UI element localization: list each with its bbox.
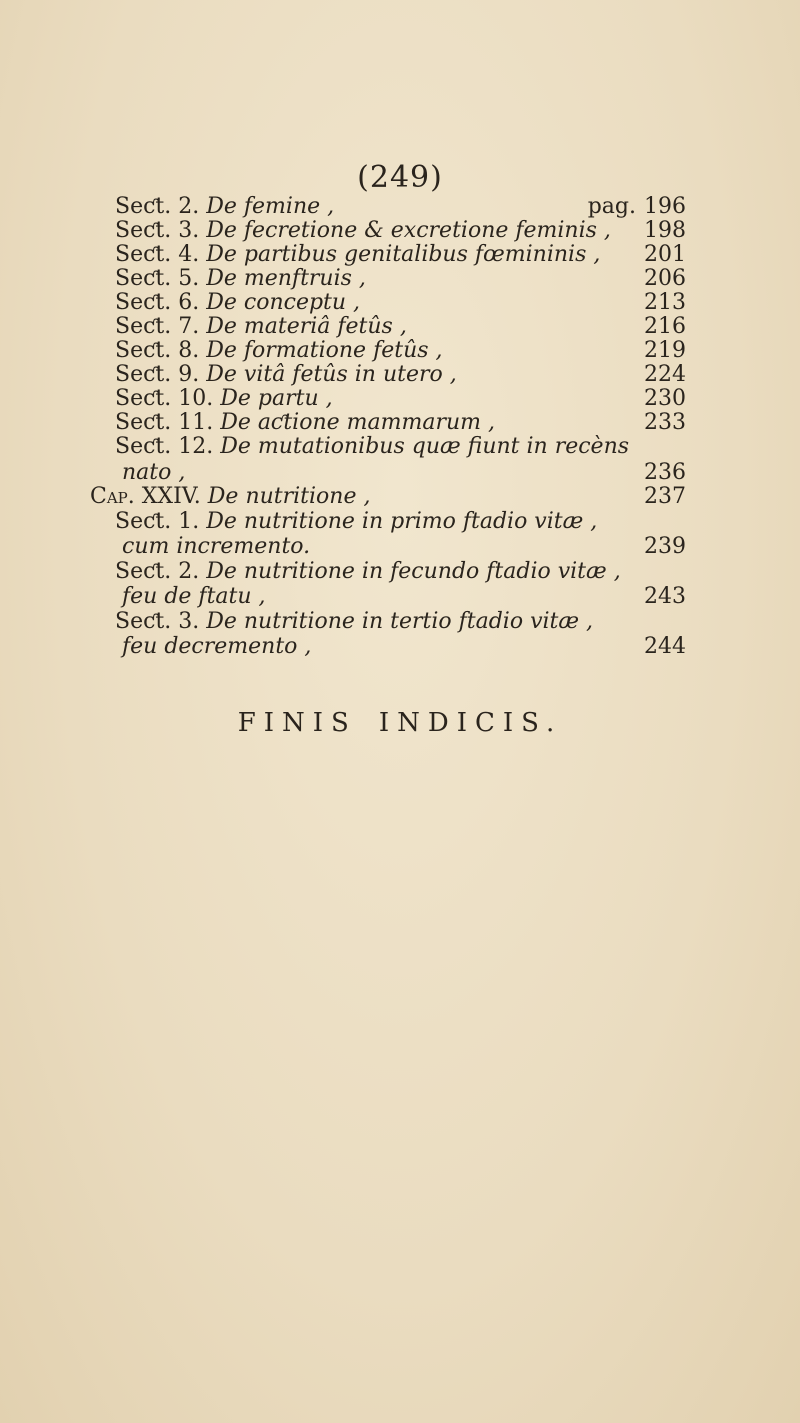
section-label: Seƈt. 4. bbox=[115, 242, 200, 267]
section-label: Seƈt. 12. bbox=[115, 434, 214, 459]
toc-entry bbox=[0, 218, 800, 244]
section-label: Seƈt. 2. bbox=[115, 194, 200, 219]
toc-entry bbox=[0, 194, 800, 220]
chapter-title: De nutritione , bbox=[207, 484, 371, 509]
page-ref: 201 bbox=[644, 242, 686, 267]
section-label: Seƈt. 1. bbox=[115, 509, 200, 534]
toc-entry bbox=[0, 314, 800, 340]
section-title: De partibus genitalibus fœmininis , bbox=[206, 242, 601, 267]
section-label: Seƈt. 2. bbox=[115, 559, 200, 584]
section-label: Seƈt. 7. bbox=[115, 314, 200, 339]
page-ref: 239 bbox=[644, 534, 686, 559]
section-label: Seƈt. 9. bbox=[115, 362, 200, 387]
page-ref: 236 bbox=[644, 460, 686, 485]
section-title: De formatione fetûs , bbox=[206, 338, 443, 363]
toc-entry bbox=[0, 362, 800, 388]
section-label: Seƈt. 10. bbox=[115, 386, 214, 411]
toc-entry-continuation bbox=[0, 634, 800, 660]
toc-entry bbox=[0, 434, 800, 460]
page-ref: 230 bbox=[644, 386, 686, 411]
section-title: De nutritione in fecundo ftadio vitæ , bbox=[206, 559, 621, 584]
toc-entry bbox=[0, 266, 800, 292]
section-title: De conceptu , bbox=[206, 290, 361, 315]
section-title: De fecretione & excretione feminis , bbox=[206, 218, 611, 243]
page-ref: 219 bbox=[644, 338, 686, 363]
toc-entry bbox=[0, 559, 800, 585]
toc-entry bbox=[0, 338, 800, 364]
toc-entry bbox=[0, 386, 800, 412]
section-title-continuation: feu decremento , bbox=[122, 634, 312, 659]
section-label: Seƈt. 5. bbox=[115, 266, 200, 291]
page-ref: 243 bbox=[644, 584, 686, 609]
section-label: Seƈt. 3. bbox=[115, 609, 200, 634]
toc-entry-continuation bbox=[0, 460, 800, 486]
section-label: Seƈt. 3. bbox=[115, 218, 200, 243]
finis-indicis bbox=[0, 708, 800, 738]
section-label: Seƈt. 8. bbox=[115, 338, 200, 363]
section-label: Seƈt. 6. bbox=[115, 290, 200, 315]
toc-entry bbox=[0, 290, 800, 316]
section-title: De aƈtione mammarum , bbox=[220, 410, 495, 435]
pag-label: pag. bbox=[587, 194, 636, 219]
toc-entry-continuation bbox=[0, 584, 800, 610]
page-ref: 206 bbox=[644, 266, 686, 291]
toc-entry bbox=[0, 410, 800, 436]
page-number: (249) bbox=[357, 160, 443, 195]
section-label: Seƈt. 11. bbox=[115, 410, 214, 435]
toc-entry bbox=[0, 242, 800, 268]
section-title: De femine , bbox=[206, 194, 335, 219]
indicis-word: INDICIS. bbox=[378, 708, 563, 738]
chapter-label: Cap. XXIV. bbox=[90, 484, 201, 509]
section-title: De nutritione in tertio ftadio vitæ , bbox=[206, 609, 594, 634]
toc-entry-continuation bbox=[0, 534, 800, 560]
section-title-continuation: feu de ftatu , bbox=[122, 584, 266, 609]
section-title: De menftruis , bbox=[206, 266, 366, 291]
section-title: De materiâ fetûs , bbox=[206, 314, 407, 339]
toc-entry bbox=[0, 509, 800, 535]
finis-word: FINIS bbox=[237, 708, 357, 738]
page-ref: 237 bbox=[644, 484, 686, 509]
page-ref: 216 bbox=[644, 314, 686, 339]
section-title-continuation: nato , bbox=[122, 460, 186, 485]
chapter-heading bbox=[0, 484, 800, 510]
section-title: De mutationibus quæ fiunt in recèns bbox=[220, 434, 630, 459]
section-title: De partu , bbox=[220, 386, 333, 411]
page-ref: 224 bbox=[644, 362, 686, 387]
page-ref: 244 bbox=[644, 634, 686, 659]
page-ref: 198 bbox=[644, 218, 686, 243]
page-ref: 233 bbox=[644, 410, 686, 435]
section-title-continuation: cum incremento. bbox=[122, 534, 311, 559]
section-title: De vitâ fetûs in utero , bbox=[206, 362, 457, 387]
page-ref: 196 bbox=[644, 194, 686, 219]
toc-entry bbox=[0, 609, 800, 635]
section-title: De nutritione in primo ftadio vitæ , bbox=[206, 509, 598, 534]
page-ref: 213 bbox=[644, 290, 686, 315]
